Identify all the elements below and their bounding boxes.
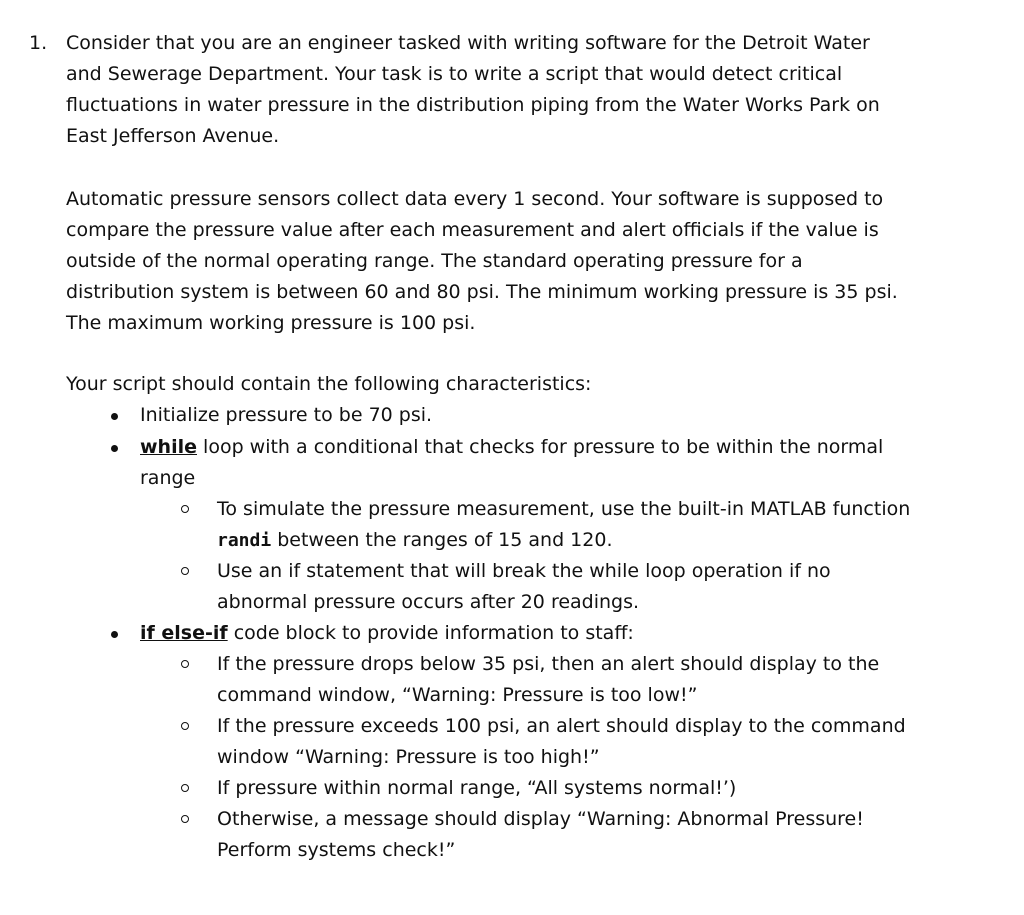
- sub-bullet-icon: [181, 567, 189, 575]
- sub-bullet-icon: [181, 660, 189, 668]
- sub-bullet-icon: [181, 815, 189, 823]
- sensor-line-5: The maximum working pressure is 100 psi.: [66, 312, 476, 334]
- normal-range-line: If pressure within normal range, “All systems normal!’): [217, 777, 737, 799]
- bullet-initialize: Initialize pressure to be 70 psi.: [140, 404, 433, 426]
- intro-line-4: East Jefferson Avenue.: [66, 125, 280, 147]
- bullet-while-loop: [140, 432, 883, 463]
- characteristics-heading: Your script should contain the following characteristics:: [66, 373, 592, 395]
- intro-line-1: Consider that you are an engineer tasked with writing software for the Detroit Water: [66, 32, 870, 54]
- sub-bullet-icon: [181, 722, 189, 730]
- break-instruction-line-2: abnormal pressure occurs after 20 readings.: [217, 591, 640, 613]
- randi-instruction-line-1: To simulate the pressure measurement, use the built-in MATLAB function: [217, 498, 911, 520]
- sensor-line-2: compare the pressure value after each measurement and alert officials if the value is: [66, 219, 879, 241]
- bullet-icon: [111, 631, 118, 638]
- bullet-icon: [111, 413, 118, 420]
- bullet-icon: [111, 445, 118, 452]
- while-loop-text: loop with a conditional that checks for pressure to be within the normal: [197, 436, 884, 458]
- abnormal-line-2: Perform systems check!”: [217, 839, 456, 861]
- if-else-if-keyword: if else-if: [140, 622, 228, 644]
- randi-code: randi: [217, 530, 272, 551]
- low-pressure-line-2: command window, “Warning: Pressure is too low!”: [217, 684, 698, 706]
- high-pressure-line-2: window “Warning: Pressure is too high!”: [217, 746, 600, 768]
- sensor-line-3: outside of the normal operating range. The standard operating pressure for a: [66, 250, 803, 272]
- randi-range-text: between the ranges of 15 and 120.: [271, 529, 613, 551]
- while-loop-text-cont: range: [140, 467, 196, 489]
- sub-bullet-icon: [181, 784, 189, 792]
- question-number: 1.: [29, 32, 48, 54]
- bullet-if-else-if: [140, 618, 634, 649]
- break-instruction-line-1: Use an if statement that will break the while loop operation if no: [217, 560, 831, 582]
- sub-bullet-icon: [181, 505, 189, 513]
- randi-instruction-line-2: [217, 525, 613, 556]
- sensor-line-4: distribution system is between 60 and 80 psi. The minimum working pressure is 35 psi.: [66, 281, 898, 303]
- high-pressure-line-1: If the pressure exceeds 100 psi, an alert should display to the command: [217, 715, 906, 737]
- if-else-if-text: code block to provide information to staff:: [227, 622, 634, 644]
- low-pressure-line-1: If the pressure drops below 35 psi, then an alert should display to the: [217, 653, 880, 675]
- intro-line-2: and Sewerage Department. Your task is to write a script that would detect critical: [66, 63, 843, 85]
- sensor-line-1: Automatic pressure sensors collect data every 1 second. Your software is supposed to: [66, 188, 884, 210]
- intro-line-3: fluctuations in water pressure in the distribution piping from the Water Works Park on: [66, 94, 880, 116]
- abnormal-line-1: Otherwise, a message should display “Warning: Abnormal Pressure!: [217, 808, 864, 830]
- while-keyword: while: [140, 436, 197, 458]
